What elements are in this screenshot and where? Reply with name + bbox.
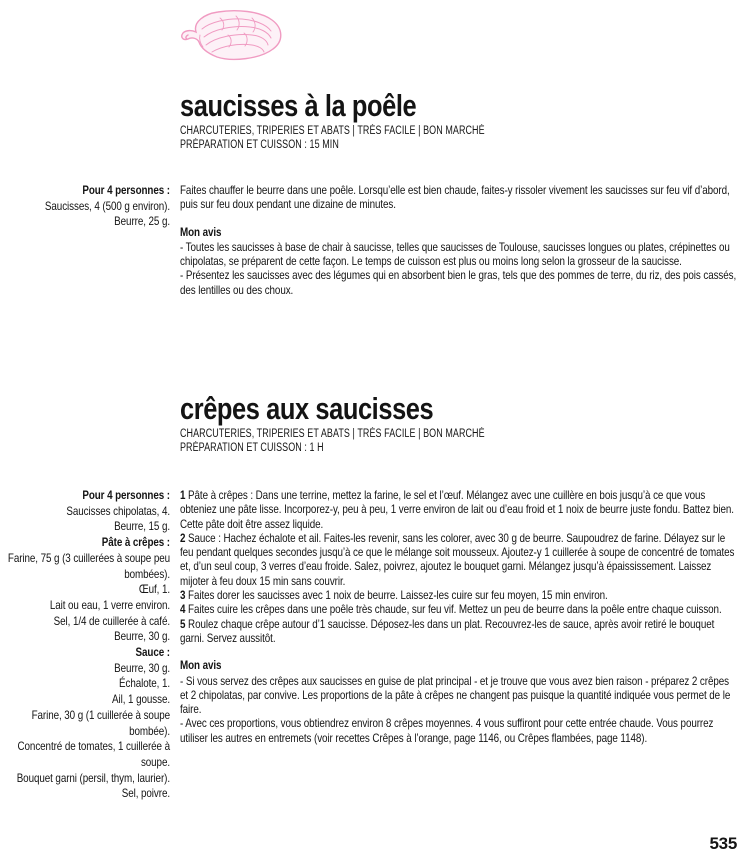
ingredient-line: Sauce : xyxy=(135,645,170,660)
ingredient-line: Saucisses chipolatas, 4. xyxy=(66,503,170,518)
recipe1-prep-line: PRÉPARATION ET CUISSON : 15 MIN xyxy=(180,139,339,151)
step-number: 1 xyxy=(180,488,186,502)
ingredient-line: Ail, 1 gousse. xyxy=(112,692,170,707)
step-number: 2 xyxy=(180,530,186,545)
step-number: 3 xyxy=(180,588,186,603)
recipe1-header xyxy=(180,90,571,152)
page-number: 535 xyxy=(709,834,737,853)
meat-chop-illustration xyxy=(176,5,291,65)
ingredient-line: Saucisses, 4 (500 g environ). xyxy=(44,198,171,213)
recipe2-avis-paragraph: - Avec ces proportions, vous obtiendrez environ 8 crêpes moyennes. 4 vous suffiront pour cette entrée chaude. Vous pourrez utiliser les autres en entremets (voir recettes Crêpes à l’orange, page 1146, ou Crêpes flambées, page 1148). xyxy=(180,716,714,745)
ingredient-line: Pâte à crêpes : xyxy=(101,535,170,550)
ingredient-line: Farine, 75 g (3 cuillerées à soupe peu bombées). xyxy=(7,550,170,581)
recipe2-header xyxy=(180,393,571,455)
recipe2-title: crêpes aux saucisses xyxy=(180,391,434,426)
recipe1-instructions: Faites chauffer le beurre dans une poêle. Lorsqu’elle est bien chaude, faites-y rissoler vivement les saucisses sur feu vif d’abord, puis sur feu doux pendant une dizaine de minutes. xyxy=(180,183,730,212)
ingredient-line: Sel, poivre. xyxy=(121,786,170,801)
step-text: Roulez chaque crêpe autour d’1 saucisse. Déposez-les dans un plat. Recouvrez-les de sauce, après avoir retiré le bouquet garni. Servez aussitôt. xyxy=(180,616,715,645)
recipe2-body xyxy=(180,488,738,745)
ingredient-line: Concentré de tomates, 1 cuillerée à soupe. xyxy=(17,739,170,769)
recipe1-category-line: CHARCUTERIES, TRIPERIES ET ABATS | TRÈS FACILE | BON MARCHÉ xyxy=(180,125,485,137)
step-text: Faites cuire les crêpes dans une poêle très chaude, sur feu vif. Mettez un peu de beurre dans la poêle entre chaque cuisson. xyxy=(188,602,722,617)
ingredient-line: Lait ou eau, 1 verre environ. xyxy=(49,597,170,612)
step-text: Pâte à crêpes : Dans une terrine, mettez la farine, le sel et l’œuf. Mélangez avec une cuillère en bois jusqu’à ce que vous obteniez une pâte lisse. Incorporez-y, peu à peu, 1 verre environ de lait ou d’eau froid et 1 noix de beurre juste fondu. Battez bien. Cette pâte doit être assez liquide. xyxy=(180,488,734,531)
ingredient-line: Farine, 30 g (1 cuillerée à soupe bombée). xyxy=(31,707,170,738)
recipe1-ingredients xyxy=(0,183,170,230)
ingredient-line: Beurre, 15 g. xyxy=(114,519,170,534)
ingredient-line: Pour 4 personnes : xyxy=(82,183,170,197)
ingredient-line: Beurre, 30 g. xyxy=(114,660,170,675)
recipe2-step xyxy=(180,602,738,616)
step-number: 5 xyxy=(180,616,186,631)
recipe1-title: saucisses à la poêle xyxy=(180,88,417,123)
recipe2-category-line: CHARCUTERIES, TRIPERIES ET ABATS | TRÈS FACILE | BON MARCHÉ xyxy=(180,428,485,440)
recipe2-avis-heading: Mon avis xyxy=(180,658,222,673)
ingredient-line: Échalote, 1. xyxy=(119,676,170,691)
recipe2-step xyxy=(180,617,738,646)
recipe2-prep-line: PRÉPARATION ET CUISSON : 1 H xyxy=(180,442,324,454)
step-text: Faites dorer les saucisses avec 1 noix de beurre. Laissez-les cuire sur feu moyen, 15 min environ. xyxy=(188,588,608,603)
ingredient-line: Sel, 1/4 de cuillerée à café. xyxy=(53,613,170,628)
ingredient-line: Bouquet garni (persil, thym, laurier). xyxy=(16,770,171,785)
recipe1-avis-paragraph: - Toutes les saucisses à base de chair à saucisse, telles que saucisses de Toulouse, saucisses longues ou plates, crépinettes ou chipolatas, se préparent de cette façon. Le temps de cuisson est plus ou moins long selon la grosseur de la saucisse. xyxy=(180,239,730,269)
ingredient-line: Œuf, 1. xyxy=(138,582,170,597)
step-number: 4 xyxy=(180,602,186,617)
ingredient-line: Beurre, 25 g. xyxy=(114,214,170,229)
recipe2-step xyxy=(180,588,738,602)
recipe2-step xyxy=(180,488,738,531)
recipe1-avis-paragraph: - Présentez les saucisses avec des légumes qui en absorbent bien le gras, tels que des pommes de terre, du riz, des pois cassés, des lentilles ou des choux. xyxy=(180,268,737,297)
ingredient-line: Beurre, 30 g. xyxy=(114,629,170,644)
recipe1-avis-heading: Mon avis xyxy=(180,224,222,239)
ingredient-line: Pour 4 personnes : xyxy=(82,488,170,502)
recipe1-body xyxy=(180,183,738,297)
recipe2-avis-paragraph: - Si vous servez des crêpes aux saucisses en guise de plat principal - et je trouve que vous avez bien raison - préparez 2 crêpes et 2 chipolatas, par convive. Les proportions de la pâte à crêpes ne changent pas puisque la quantité indiquée vous permet de le faire. xyxy=(180,673,731,717)
recipe2-ingredients xyxy=(0,488,170,802)
recipe2-step xyxy=(180,531,738,588)
step-text: Sauce : Hachez échalote et ail. Faites-les revenir, sans les colorer, avec 30 g de beurre. Saupoudrez de farine. Délayez sur le feu pendant quelques secondes jusqu’à ce que le mélange soit mousseux. Ajoutez-y 1 cuillerée à soupe de concentré de tomates et, d’un seul coup, 3 verres d’eau froide. Salez, poivrez, ajoutez le bouquet garni. Mélangez jusqu’à épaississement. Laissez mijoter à feu doux 15 min sans couvrir. xyxy=(180,530,735,588)
